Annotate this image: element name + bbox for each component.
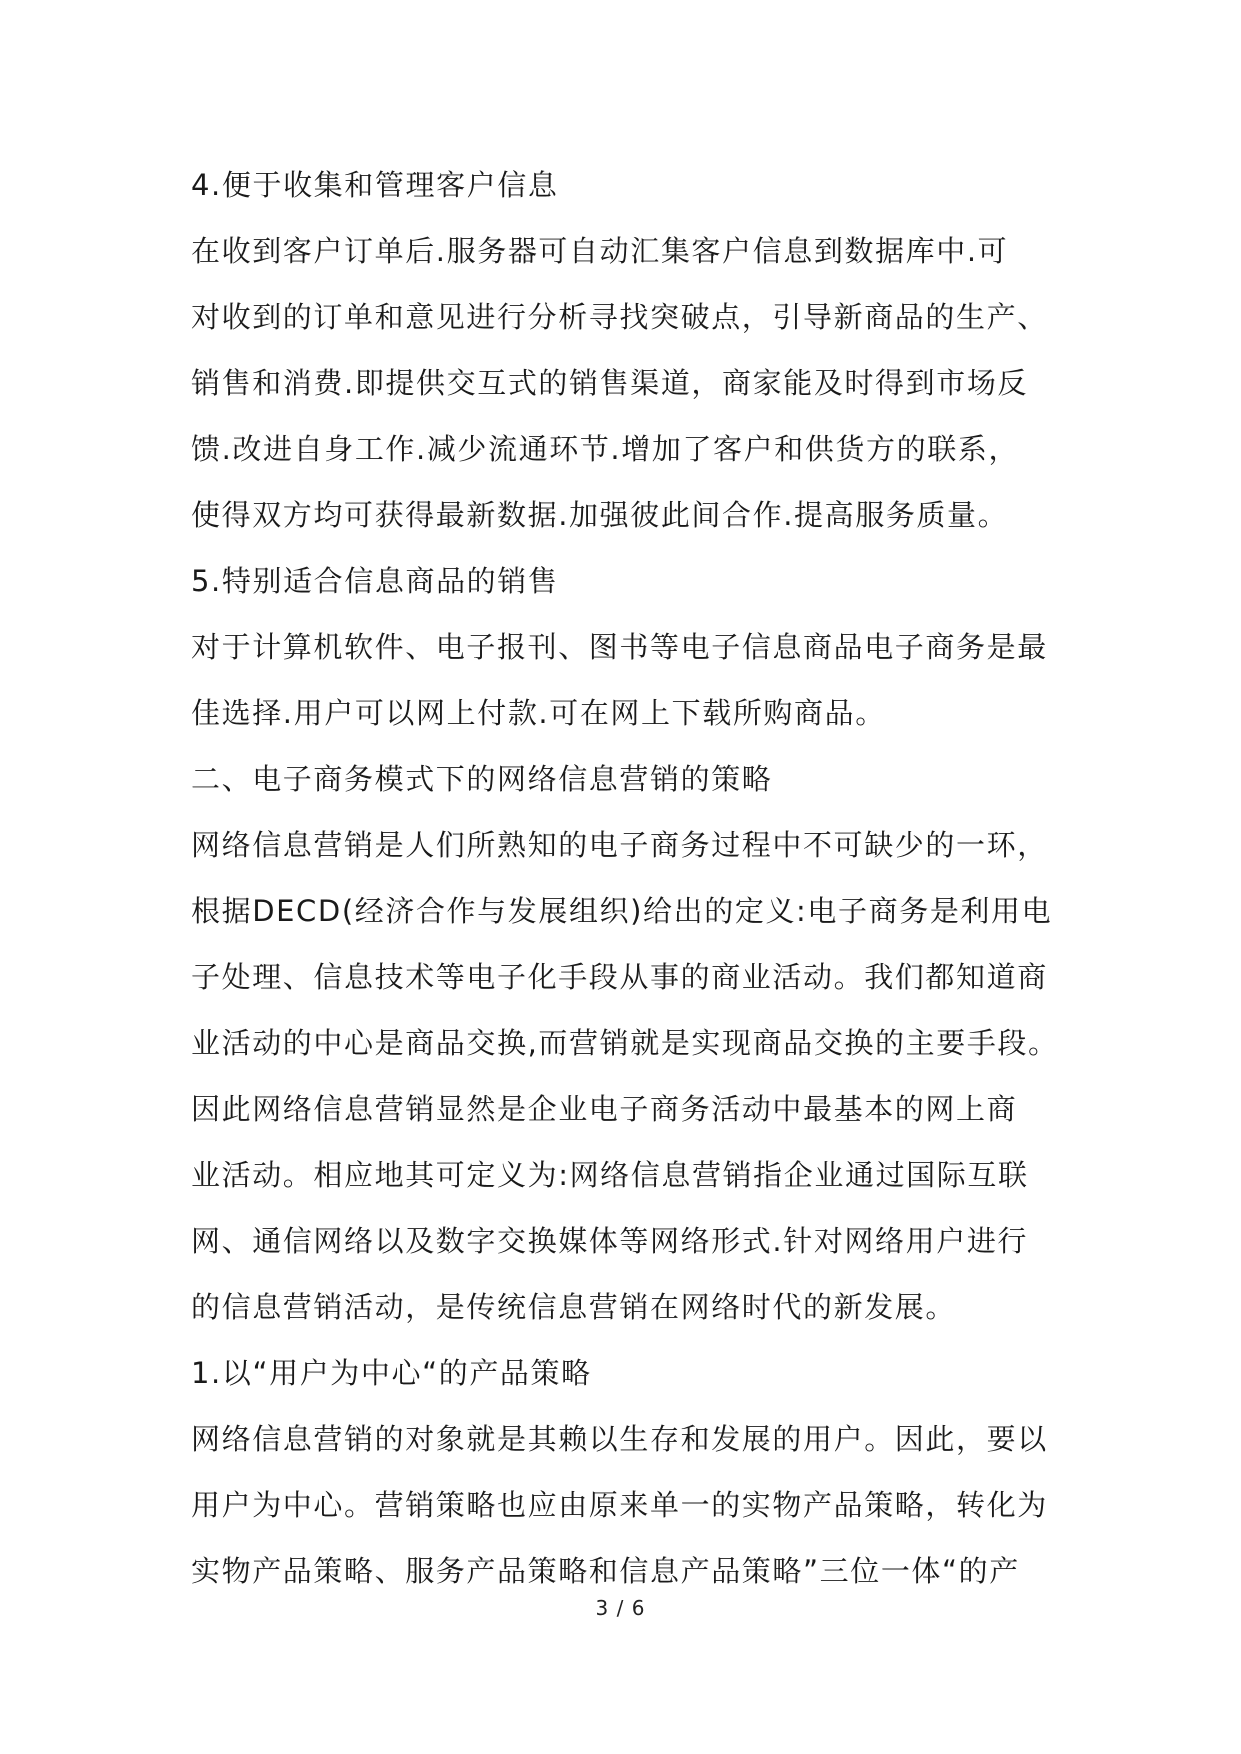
- page-number: 3 / 6: [595, 1596, 646, 1620]
- section-heading-customer-info: 4.便于收集和管理客户信息: [191, 168, 559, 202]
- paragraph-line: 佳选择.用户可以网上付款.可在网上下载所购商品。: [191, 696, 886, 730]
- paragraph-line: 对收到的订单和意见进行分析寻找突破点，引导新商品的生产、: [191, 300, 1048, 334]
- paragraph-line: 用户为中心。营销策略也应由原来单一的实物产品策略，转化为: [191, 1488, 1048, 1522]
- paragraph-line: 馈.改进自身工作.减少流通环节.增加了客户和供货方的联系，: [191, 432, 1020, 466]
- section-heading-info-goods: 5.特别适合信息商品的销售: [191, 564, 559, 598]
- paragraph-line: 实物产品策略、服务产品策略和信息产品策略”三位一体“的产: [191, 1554, 1020, 1588]
- paragraph-line: 业活动的中心是商品交换,而营销就是实现商品交换的主要手段。: [191, 1026, 1059, 1060]
- section-heading-strategy: 二、电子商务模式下的网络信息营销的策略: [191, 762, 773, 796]
- paragraph-line: 在收到客户订单后.服务器可自动汇集客户信息到数据库中.可: [191, 234, 1009, 268]
- paragraph-line: 因此网络信息营销显然是企业电子商务活动中最基本的网上商: [191, 1092, 1018, 1126]
- paragraph-line: 网、通信网络以及数字交换媒体等网络形式.针对网络用户进行: [191, 1224, 1029, 1258]
- paragraph-line: 对于计算机软件、电子报刊、图书等电子信息商品电子商务是最: [191, 630, 1048, 664]
- paragraph-line: 使得双方均可获得最新数据.加强彼此间合作.提高服务质量。: [191, 498, 1009, 532]
- page-body: [191, 152, 1071, 1604]
- paragraph-line: 子处理、信息技术等电子化手段从事的商业活动。我们都知道商: [191, 960, 1048, 994]
- paragraph-line: 销售和消费.即提供交互式的销售渠道，商家能及时得到市场反: [191, 366, 1029, 400]
- paragraph-line: 根据DECD(经济合作与发展组织)给出的定义:电子商务是利用电: [191, 894, 1053, 928]
- paragraph-line: 网络信息营销的对象就是其赖以生存和发展的用户。因此，要以: [191, 1422, 1048, 1456]
- paragraph-line: 网络信息营销是人们所熟知的电子商务过程中不可缺少的一环，: [191, 828, 1048, 862]
- paragraph-line: 业活动。相应地其可定义为:网络信息营销指企业通过国际互联: [191, 1158, 1029, 1192]
- section-heading-user-centered: 1.以“用户为中心“的产品策略: [191, 1356, 592, 1390]
- paragraph-line: 的信息营销活动，是传统信息营销在网络时代的新发展。: [191, 1290, 957, 1324]
